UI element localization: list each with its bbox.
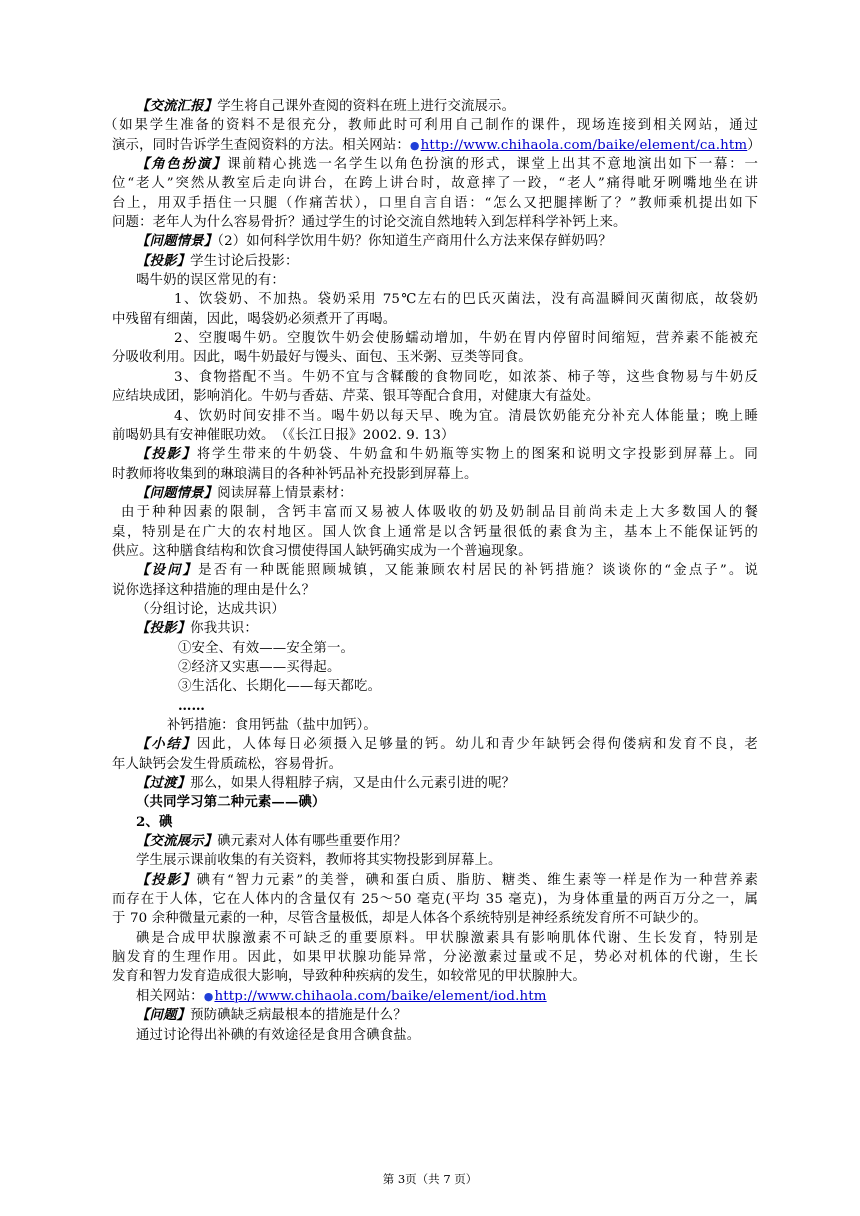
paragraph-conclusion-iodine: 通过讨论得出补碘的有效途径是食用含碘食盐。 xyxy=(136,1027,421,1043)
bullet-dot-icon: ● xyxy=(203,989,214,1003)
paragraph-role-play-line-4: 问题：老年人为什么容易骨折？通过学生的讨论交流自然地转入到怎样科学补钙上来。 xyxy=(112,215,627,231)
calcium-measure: 补钙措施：食用钙盐（盐中加钙）。 xyxy=(167,718,377,733)
consensus-item: ①安全、有效——安全第一。 xyxy=(178,640,355,656)
group-discussion-note: （分组讨论，达成共识） xyxy=(136,601,285,617)
section-note-iodine: （共同学习第二种元素——碘） xyxy=(136,794,326,811)
paragraph-student-display: 学生展示课前收集的有关资料，教师将其实物投影到屏幕上。 xyxy=(136,853,502,869)
paragraph-exchange-report: 【交流汇报】学生将自己课外查阅的资料在班上进行交流展示。 xyxy=(136,98,516,114)
paragraph-projection-iodine-line-3: 于 70 余种微量元素的一种，尽管含量极低，却是人体各个系统特别是神经系统发育所不可缺少的。 xyxy=(112,911,707,927)
paragraph-projection-2: 【投影】将学生带来的牛奶袋、牛奶盒和牛奶瓶等实物上的图案和说明文字投影到屏幕上。同 xyxy=(136,446,758,463)
consensus-item: ②经济又实惠——买得起。 xyxy=(178,659,341,675)
list-item: 1、饮袋奶、不加热。袋奶采用 75℃左右的巴氏灭菌法，没有高温瞬间灭菌彻底，故袋奶 xyxy=(174,292,758,308)
ca-website-link[interactable]: http://www.chihaola.com/baike/element/ca.htm xyxy=(420,137,748,153)
list-item-continuation: 分吸收利用。因此，喝牛奶最好与馒头、面包、玉米粥、豆类等同食。 xyxy=(112,350,532,366)
paragraph-projection-iodine: 【投影】碘有“智力元素”的美誉，碘和蛋白质、脂肪、糖类、维生素等一样是作为一种营养素 xyxy=(136,871,758,888)
page-footer: 第 3页（共 7 页） xyxy=(382,1172,478,1186)
document-body xyxy=(104,97,761,1045)
paragraph-scene-material-line-2: 桌，特别是在广大的农村地区。国人饮食上通常是以含钙量很低的素食为主，基本上不能保证钙的 xyxy=(112,524,758,540)
paragraph-scene-material-line-3: 供应。这种膳食结构和饮食习惯使得国人缺钙确实成为一个普遍现象。 xyxy=(112,543,532,559)
consensus-ellipsis: …… xyxy=(178,697,206,714)
iod-website-link[interactable]: http://www.chihaola.com/baike/element/iod.htm xyxy=(214,988,547,1004)
paragraph-projection-1: 【投影】学生讨论后投影： xyxy=(136,252,299,269)
related-website-iodine: 相关网站：●http://www.chihaola.com/baike/element/iod.htm xyxy=(136,988,547,1004)
paragraph-projection-consensus: 【投影】你我共识： xyxy=(136,620,258,637)
paragraph-question: 【设问】是否有一种既能照顾城镇，又能兼顾农村居民的补钙措施？谈谈你的“金点子”。说 xyxy=(136,562,758,579)
list-item: 4、饮奶时间安排不当。喝牛奶以每天早、晚为宜。清晨饮奶能充分补充人体能量；晚上睡 xyxy=(174,408,758,424)
paragraph-role-play-line-2: 位“老人”突然从教室后走向讲台，在跨上讲台时，故意摔了一跤，“老人”痛得呲牙咧嘴地坐在讲 xyxy=(112,176,758,192)
paragraph-problem-scene-milk: 【问题情景】（2）如何科学饮用牛奶？你知道生产商用什么方法来保存鲜奶吗？ xyxy=(136,233,612,250)
list-item-continuation: 前喝奶具有安神催眠功效。 （《长江日报》2002. 9. 13） xyxy=(112,427,455,443)
section-heading-iodine: 2、碘 xyxy=(136,813,173,830)
paragraph-projection-iodine-line-2: 而存在于人体，它在人体内的含量仅有 25～50 毫克(平均 35 毫克)，为身体重量的两百万分之一，属 xyxy=(112,892,758,908)
list-item-continuation: 应结块成团，影响消化。牛奶与香菇、芹菜、银耳等配合食用，对健康大有益处。 xyxy=(112,389,600,405)
paragraph-problem-scene-read: 【问题情景】阅读屏幕上情景素材： xyxy=(136,484,353,501)
paragraph-thyroid: 碘是合成甲状腺激素不可缺乏的重要原料。甲状腺激素具有影响肌体代谢、生长发育，特别是 xyxy=(136,930,758,946)
list-item-continuation: 中残留有细菌，因此，喝袋奶必须煮开了再喝。 xyxy=(112,311,397,327)
paragraph-question-line-2: 说你选择这种措施的理由是什么？ xyxy=(112,582,316,598)
paragraph-courseware-line-2: 演示，同时告诉学生查阅资料的方法。相关网站：●http://www.chihaola.com/baike/element/ca.htm） xyxy=(112,137,761,153)
paragraph-problem-iodine: 【问题】预防碘缺乏病最根本的措施是什么？ xyxy=(136,1007,407,1024)
paragraph-projection-2-line-2: 时教师将收集到的琳琅满目的各种补钙品补充投影到屏幕上。 xyxy=(112,466,478,482)
paragraph-thyroid-line-2: 脑发育的生理作用。因此，如果甲状腺功能异常，分泌激素过量或不足，势必对机体的代谢，生长 xyxy=(112,950,758,966)
paragraph-courseware-line: （如果学生准备的资料不是很充分，教师此时可利用自己制作的课件，现场连接到相关网站，通过 xyxy=(104,118,758,134)
paragraph-summary: 【小结】因此，人体每日必须摄入足够量的钙。幼儿和青少年缺钙会得佝偻病和发育不良，老 xyxy=(136,736,758,753)
paragraph-transition: 【过渡】那么，如果人得粗脖子病，又是由什么元素引进的呢？ xyxy=(136,775,516,792)
bullet-dot-icon: ● xyxy=(409,138,420,152)
paragraph-exchange-display: 【交流展示】碘元素对人体有哪些重要作用？ xyxy=(136,833,407,850)
paragraph-role-play: 【角色扮演】课前精心挑选一名学生以角色扮演的形式，课堂上出其不意地演出如下一幕：一 xyxy=(136,156,759,173)
consensus-item: ③生活化、长期化——每天都吃。 xyxy=(178,679,382,695)
list-item: 3、食物搭配不当。牛奶不宜与含鞣酸的食物同吃，如浓茶、柿子等，这些食物易与牛奶反 xyxy=(174,369,758,385)
milk-misconceptions-heading: 喝牛奶的误区常见的有： xyxy=(136,273,285,289)
list-item: 2、空腹喝牛奶。空腹饮牛奶会使肠蠕动增加，牛奶在胃内停留时间缩短，营养素不能被充 xyxy=(174,331,758,347)
paragraph-summary-line-2: 年人缺钙会发生骨质疏松，容易骨折。 xyxy=(112,756,343,772)
paragraph-role-play-line-3: 台上，用双手捂住一只腿（作痛苦状），口里自言自语：“怎么又把腿摔断了？”教师乘机提出如下 xyxy=(112,195,758,211)
paragraph-scene-material: 由于种种因素的限制，含钙丰富而又易被人体吸收的奶及奶制品目前尚未走上大多数国人的餐 xyxy=(121,505,758,521)
paragraph-thyroid-line-3: 发育和智力发育造成很大影响，导致种种疾病的发生，如较常见的甲状腺肿大。 xyxy=(112,969,586,985)
